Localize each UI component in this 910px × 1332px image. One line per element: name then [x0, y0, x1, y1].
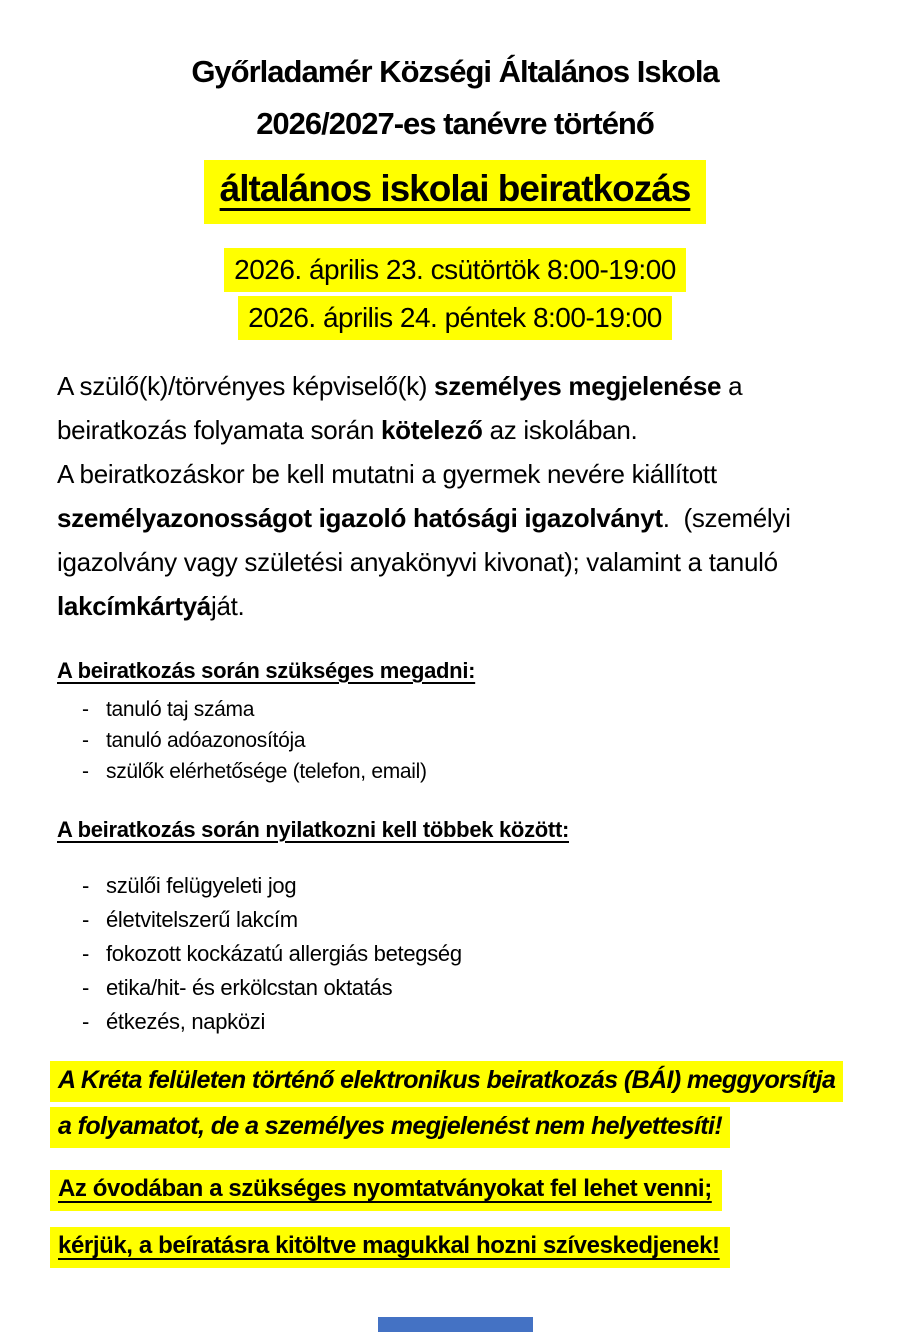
list-item: - életvitelszerű lakcím: [82, 903, 910, 937]
main-title-row: [0, 160, 910, 224]
kindergarten-note-line-1: Az óvodában a szükséges nyomtatványokat fel lehet venni;: [50, 1170, 910, 1211]
section-heading-declarations: A beiratkozás során nyilatkozni kell többek között:: [57, 817, 569, 842]
declarations-list: [82, 869, 910, 1039]
kreta-note-line-2: a folyamatot, de a személyes megjelenést nem helyettesíti!: [50, 1107, 910, 1148]
intro-bold-personal-presence: személyes megjelenése: [434, 371, 722, 401]
list-item: - tanuló taj száma: [82, 694, 910, 725]
kindergarten-note-line-2: kérjük, a beíratásra kitöltve magukkal hozni szíveskedjenek!: [50, 1227, 910, 1268]
list-item: - szülői felügyeleti jog: [82, 869, 910, 903]
bottom-blue-bar: [378, 1317, 533, 1332]
list-item: - szülők elérhetősége (telefon, email): [82, 756, 910, 787]
dash-bullet: -: [82, 907, 90, 932]
enrollment-date-row-1: [0, 248, 910, 292]
kreta-note: [50, 1061, 910, 1148]
intro-bold-address-card: lakcímkártyá: [57, 591, 211, 621]
school-name-title: Győrladamér Községi Általános Iskola: [191, 54, 719, 89]
enrollment-date-1: 2026. április 23. csütörtök 8:00-19:00: [224, 248, 686, 292]
dash-bullet: -: [82, 941, 90, 966]
section-heading-required-data: A beiratkozás során szükséges megadni:: [57, 658, 476, 683]
dash-bullet: -: [82, 1009, 90, 1034]
kreta-note-line-1: A Kréta felületen történő elektronikus beiratkozás (BÁI) meggyorsítja: [50, 1061, 910, 1102]
dash-bullet: -: [82, 760, 89, 783]
required-data-list: [82, 694, 910, 787]
list-item: - etika/hit- és erkölcstan oktatás: [82, 971, 910, 1005]
dash-bullet: -: [82, 975, 90, 1000]
intro-paragraph: A szülő(k)/törvényes képviselő(k) személyes megjelenése a beiratkozás folyamata során kötelező az iskolában. A beiratkozáskor be kell mutatni a gyermek nevére kiállított személyazonosságot igazoló hatósági igazolványt. (személyi igazolvány vagy születési anyakönyvi kivonat); valamint a tanuló lakcímkártyáját.: [57, 371, 791, 621]
dash-bullet: -: [82, 698, 89, 721]
enrollment-date-row-2: [0, 296, 910, 340]
list-item: - tanuló adóazonosítója: [82, 725, 910, 756]
intro-text: A szülő(k)/törvényes képviselő(k): [57, 371, 435, 401]
intro-bold-id-document: személyazonosságot igazoló hatósági igazolványt: [57, 503, 663, 533]
dash-bullet: -: [82, 729, 89, 752]
school-year-subtitle: 2026/2027-es tanévre történő: [256, 106, 654, 141]
dash-bullet: -: [82, 873, 90, 898]
list-item: - étkezés, napközi: [82, 1005, 910, 1039]
main-title-highlighted: általános iskolai beiratkozás: [204, 160, 707, 224]
list-item: - fokozott kockázatú allergiás betegség: [82, 937, 910, 971]
intro-bold-mandatory: kötelező: [381, 415, 483, 445]
document-page: [0, 46, 910, 1332]
enrollment-date-2: 2026. április 24. péntek 8:00-19:00: [238, 296, 672, 340]
